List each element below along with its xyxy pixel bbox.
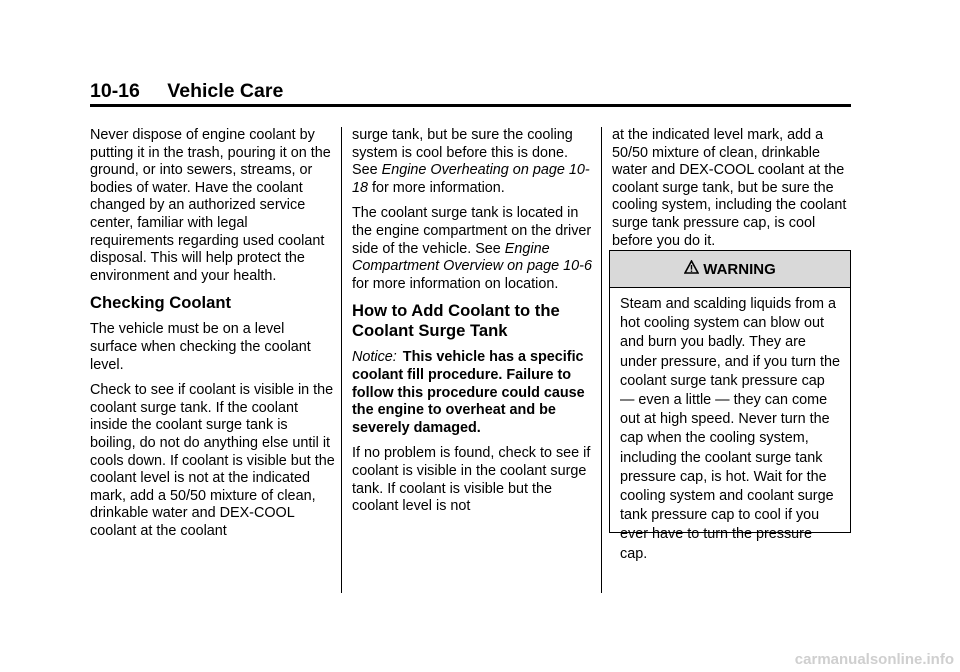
warning-header (610, 251, 850, 288)
paragraph-no-problem: If no problem is found, check to see if coolant is visible in the coolant surge tank. If coolant is visible but the coolant level is not (352, 445, 591, 515)
link-engine-overheating[interactable]: Engine Overheating on page 10-18 (352, 162, 590, 196)
heading-checking-coolant: Checking Coolant (90, 293, 232, 313)
text-span: for more information. (368, 179, 505, 196)
column-divider-2 (601, 127, 602, 593)
warning-triangle-icon (684, 260, 699, 279)
notice-text: This vehicle has a specific coolant fill procedure. Failure to follow this procedure could cause the engine to overheat and be severely damaged. (352, 349, 585, 436)
notice-label: Notice: (352, 349, 397, 366)
paragraph-indicated-mark: at the indicated level mark, add a 50/50 mixture of clean, drinkable water and DEX-COOL coolant at the coolant surge tank, but be sure the cooling system, including the coolant surge tank pressure cap, is cool before you do it. (612, 127, 847, 249)
column-1 (90, 127, 335, 548)
paragraph-location (352, 205, 597, 293)
column-3 (612, 127, 857, 258)
link-engine-compartment[interactable]: Engine Compartment Overview on page 10-6 (352, 240, 592, 275)
warning-text: Steam and scalding liquids from a hot cooling system can blow out and burn you badly. They are under pressure, and if you turn the coolant surge tank pressure cap — even a little — they can come out at high speed. Never turn the cap when the cooling system, including the coolant surge tank pressure cap, is hot. Wait for the cooling system and coolant surge tank pressure cap to cool if you ever have to turn the pressure cap. (620, 296, 840, 562)
watermark: carmanualsonline.info (794, 651, 954, 668)
column-divider-1 (341, 127, 342, 593)
paragraph-disposal: Never dispose of engine coolant by putting it in the trash, pouring it on the ground, or into sewers, streams, or bodies of water. Have the coolant changed by an authorized service center, familiar with legal requirements regarding used coolant disposal. This will help protect the environment and your health. (90, 127, 331, 284)
paragraph-level-surface: The vehicle must be on a level surface when checking the coolant level. (90, 321, 311, 373)
page-number: 10-16 (90, 80, 140, 102)
paragraph-check-visible: Check to see if coolant is visible in the coolant surge tank. If the coolant inside the coolant surge tank is boiling, do not do anything else until it cools down. If coolant is visible but the coolant level is not at the indicated mark, add a 50/50 mixture of clean, drinkable water and DEX-COOL coolant at the coolant (90, 382, 335, 539)
warning-title: WARNING (703, 260, 776, 278)
section-title: Vehicle Care (167, 80, 284, 102)
warning-box (609, 250, 851, 562)
notice (352, 349, 597, 437)
text-span: The coolant surge tank is located in the engine compartment on the driver side of the vehicle. See (352, 205, 592, 257)
page-header (90, 80, 283, 103)
column-2 (352, 127, 597, 524)
paragraph-surge-tank (352, 127, 597, 197)
heading-add-coolant: How to Add Coolant to the Coolant Surge Tank (352, 301, 560, 341)
text-span: for more information on location. (352, 275, 559, 292)
text-span: surge tank, but be sure the cooling system is cool before this is done. See (352, 127, 573, 179)
header-rule (90, 104, 851, 107)
